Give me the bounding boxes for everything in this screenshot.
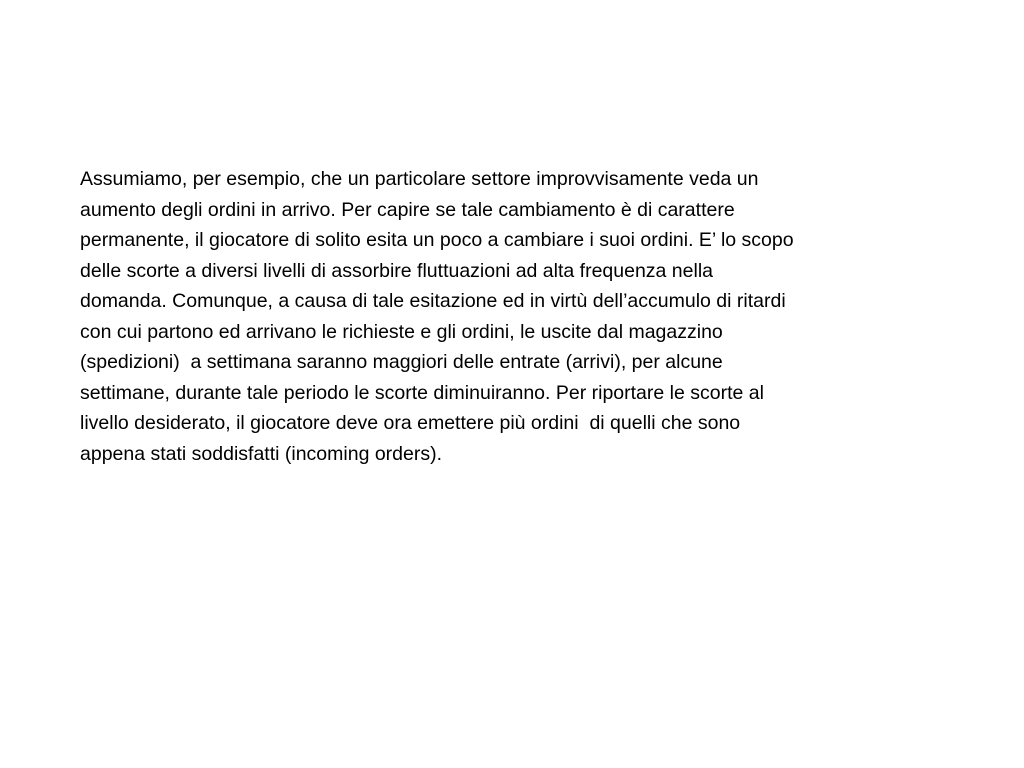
body-text-line: (spedizioni) a settimana saranno maggiori delle entrate (arrivi), per alcune	[80, 351, 723, 373]
body-text-line: con cui partono ed arrivano le richieste e gli ordini, le uscite dal magazzino	[80, 320, 723, 343]
body-text-line: settimane, durante tale periodo le scorte diminuiranno. Per riportare le scorte al	[80, 381, 764, 404]
body-text-line: Assumiamo, per esempio, che un particolare settore improvvisamente veda un	[80, 168, 759, 190]
body-text-line: appena stati soddisfatti (incoming orders).	[80, 442, 443, 465]
body-text-line: delle scorte a diversi livelli di assorbire fluttuazioni ad alta frequenza nella	[80, 259, 714, 282]
body-text-line: permanente, il giocatore di solito esita un poco a cambiare i suoi ordini. E’ lo scopo	[80, 229, 794, 251]
body-text-line: aumento degli ordini in arrivo. Per capire se tale cambiamento è di carattere	[80, 198, 735, 221]
body-text-line: domanda. Comunque, a causa di tale esitazione ed in virtù dell’accumulo di ritardi	[80, 290, 786, 312]
body-text-box	[80, 164, 950, 469]
body-text-line: livello desiderato, il giocatore deve ora emettere più ordini di quelli che sono	[80, 412, 741, 434]
